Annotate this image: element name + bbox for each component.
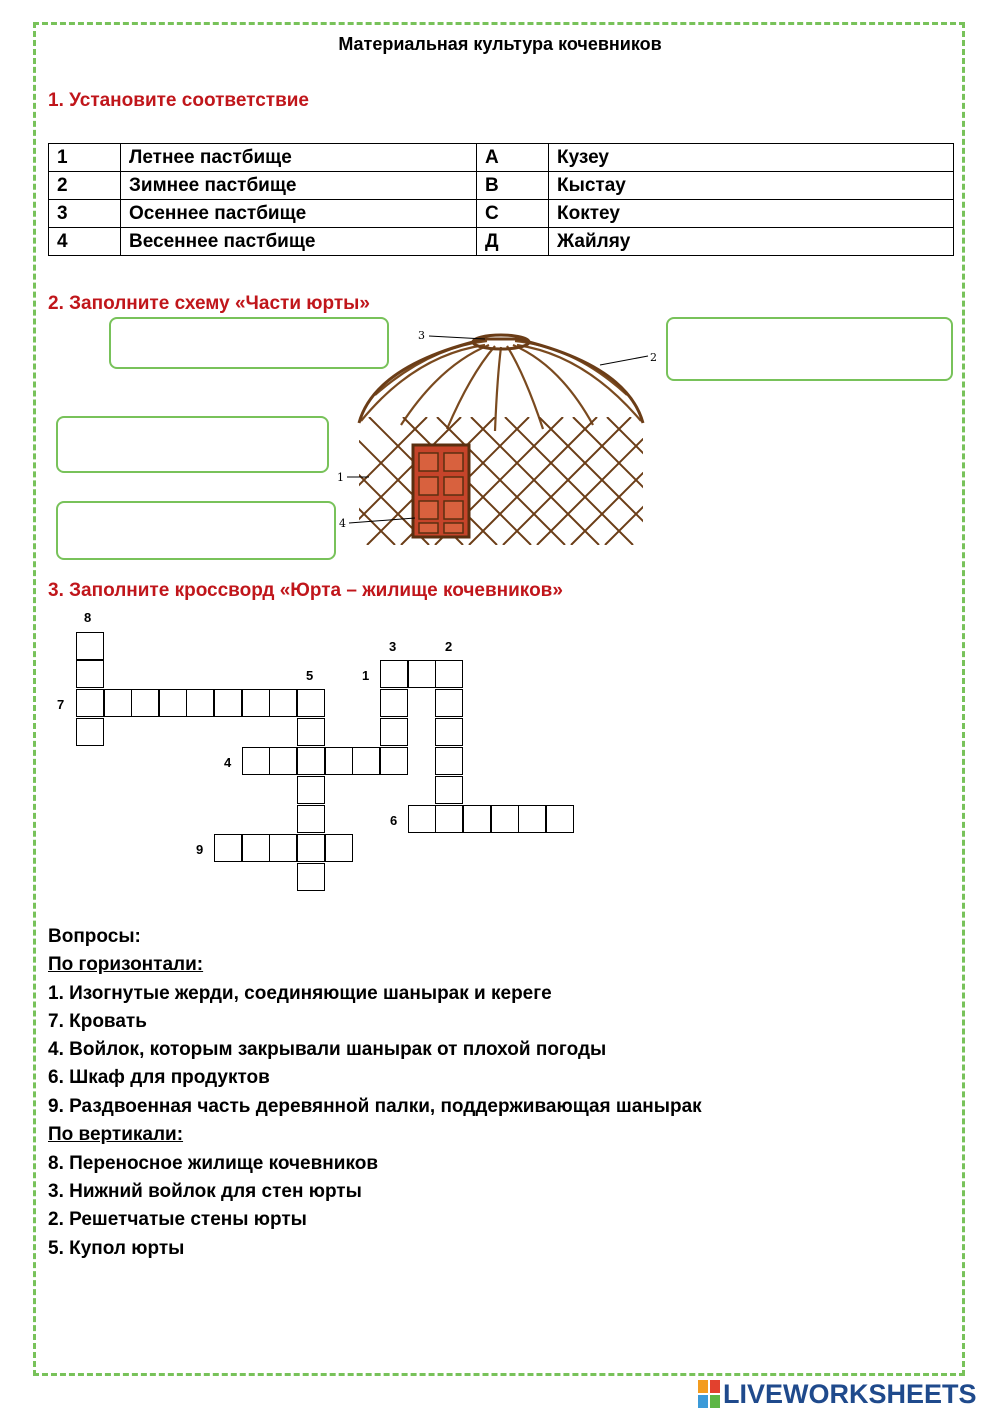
row-term: Весеннее пастбище	[121, 228, 477, 256]
questions-title: Вопросы:	[48, 926, 141, 947]
row-letter: В	[477, 172, 549, 200]
yurt-part-answer-box-2[interactable]	[666, 317, 953, 381]
crossword-number-5: 5	[306, 668, 314, 683]
crossword-cell[interactable]	[159, 689, 187, 717]
section-1-heading: 1. Установите соответствие	[48, 90, 309, 111]
crossword-cell[interactable]	[435, 747, 463, 775]
clue-vertical-5: 5. Купол юрты	[48, 1238, 185, 1259]
crossword-cell[interactable]	[380, 689, 408, 717]
crossword-number-8: 8	[84, 610, 92, 625]
figure-label-3: 3	[418, 329, 425, 342]
crossword-cell[interactable]	[297, 747, 325, 775]
yurt-part-answer-box-4[interactable]	[56, 501, 336, 560]
yurt-part-answer-box-1[interactable]	[56, 416, 329, 473]
crossword-cell[interactable]	[76, 718, 104, 746]
clue-horizontal-9: 9. Раздвоенная часть деревянной палки, поддерживающая шанырак	[48, 1096, 702, 1117]
crossword-cell[interactable]	[297, 776, 325, 804]
crossword-cell[interactable]	[186, 689, 214, 717]
crossword-cell[interactable]	[380, 747, 408, 775]
crossword-cell[interactable]	[408, 805, 436, 833]
crossword-cell[interactable]	[352, 747, 380, 775]
row-number: 2	[49, 172, 121, 200]
row-letter: А	[477, 144, 549, 172]
crossword-cell[interactable]	[380, 718, 408, 746]
crossword-cell[interactable]	[325, 747, 353, 775]
clue-horizontal-6: 6. Шкаф для продуктов	[48, 1067, 270, 1088]
crossword-cell[interactable]	[380, 660, 408, 688]
figure-label-4: 4	[339, 517, 346, 530]
crossword-number-7: 7	[57, 697, 65, 712]
crossword-cell[interactable]	[297, 834, 325, 862]
crossword-cell[interactable]	[242, 747, 270, 775]
wall-lattice	[335, 417, 665, 545]
row-number: 4	[49, 228, 121, 256]
crossword-cell[interactable]	[269, 747, 297, 775]
vertical-title: По вертикали:	[48, 1124, 184, 1145]
crossword-cell[interactable]	[269, 689, 297, 717]
row-word: Кузеу	[549, 144, 954, 172]
table-row	[49, 144, 954, 172]
row-word: Кыстау	[549, 172, 954, 200]
liveworksheets-logo-icon	[698, 1380, 720, 1408]
crossword-number-4: 4	[224, 755, 232, 770]
row-term: Летнее пастбище	[121, 144, 477, 172]
table-row	[49, 172, 954, 200]
crossword-cell[interactable]	[131, 689, 159, 717]
horizontal-title: По горизонтали:	[48, 954, 204, 975]
crossword-cell[interactable]	[435, 718, 463, 746]
row-word: Коктеу	[549, 200, 954, 228]
row-term: Осеннее пастбище	[121, 200, 477, 228]
crossword-number-2: 2	[445, 639, 453, 654]
crossword-cell[interactable]	[325, 834, 353, 862]
crossword-cell[interactable]	[269, 834, 297, 862]
crossword-number-6: 6	[390, 813, 398, 828]
clue-vertical-8: 8. Переносное жилище кочевников	[48, 1153, 378, 1174]
crossword-cell[interactable]	[242, 834, 270, 862]
table-row	[49, 228, 954, 256]
crossword-cell[interactable]	[546, 805, 574, 833]
crossword-cell[interactable]	[435, 776, 463, 804]
row-number: 3	[49, 200, 121, 228]
yurt-frame-illustration	[335, 325, 665, 545]
row-term: Зимнее пастбище	[121, 172, 477, 200]
crossword-cell[interactable]	[463, 805, 491, 833]
section-3-heading: 3. Заполните кроссворд «Юрта – жилище кочевников»	[48, 580, 563, 601]
crossword-number-1: 1	[362, 668, 370, 683]
clue-horizontal-1: 1. Изогнутые жерди, соединяющие шанырак и кереге	[48, 983, 552, 1004]
liveworksheets-name: LIVEWORKSHEETS	[723, 1378, 977, 1409]
figure-label-1: 1	[337, 471, 344, 484]
crossword-cell[interactable]	[491, 805, 519, 833]
crossword-cell[interactable]	[435, 805, 463, 833]
crossword-cell[interactable]	[297, 718, 325, 746]
crossword-cell[interactable]	[76, 689, 104, 717]
page-title: Материальная культура кочевников	[338, 34, 662, 54]
crossword-number-3: 3	[389, 639, 397, 654]
crossword-cell[interactable]	[297, 805, 325, 833]
leader-lines	[347, 336, 648, 523]
row-word: Жайляу	[549, 228, 954, 256]
crossword-cell[interactable]	[76, 660, 104, 688]
clue-vertical-2: 2. Решетчатые стены юрты	[48, 1209, 307, 1230]
crossword-cell[interactable]	[518, 805, 546, 833]
crossword-cell[interactable]	[214, 689, 242, 717]
crossword-cell[interactable]	[408, 660, 436, 688]
crossword-cell[interactable]	[297, 689, 325, 717]
row-letter: С	[477, 200, 549, 228]
row-number: 1	[49, 144, 121, 172]
table-row	[49, 200, 954, 228]
clue-vertical-3: 3. Нижний войлок для стен юрты	[48, 1181, 362, 1202]
row-letter: Д	[477, 228, 549, 256]
matching-table	[48, 143, 954, 256]
crossword-cell[interactable]	[104, 689, 132, 717]
crossword-cell[interactable]	[435, 660, 463, 688]
crossword-cell[interactable]	[76, 632, 104, 660]
crossword-cell[interactable]	[214, 834, 242, 862]
clue-horizontal-4: 4. Войлок, которым закрывали шанырак от плохой погоды	[48, 1039, 607, 1060]
section-2-heading: 2. Заполните схему «Части юрты»	[48, 293, 370, 314]
crossword-cell[interactable]	[297, 863, 325, 891]
crossword-number-9: 9	[196, 842, 204, 857]
crossword-cell[interactable]	[435, 689, 463, 717]
liveworksheets-brand[interactable]	[698, 1378, 977, 1410]
clue-horizontal-7: 7. Кровать	[48, 1011, 147, 1032]
figure-label-2: 2	[650, 351, 657, 364]
crossword-cell[interactable]	[242, 689, 270, 717]
